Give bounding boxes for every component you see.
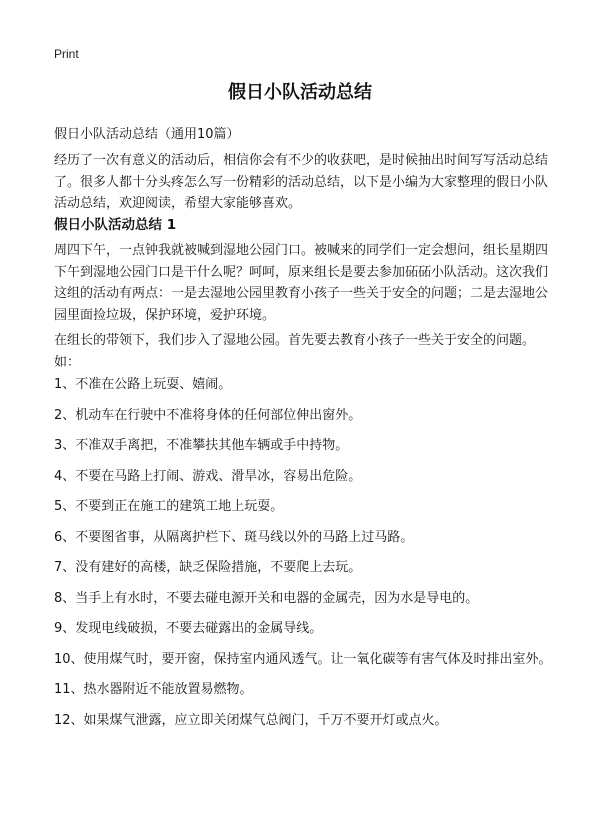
list-item: 6、不要图省事，从隔离护栏下、斑马线以外的马路上过马路。 xyxy=(54,529,414,545)
list-item: 4、不要在马路上打闹、游戏、滑旱冰，容易出危险。 xyxy=(54,468,362,484)
story-paragraph-2: 在组长的带领下，我们步入了湿地公园。首先要去教育小孩子一些关于安全的问题。如： xyxy=(54,333,536,370)
intro-paragraph: 经历了一次有意义的活动后，相信你会有不少的收获吧，是时候抽出时间写写活动总结了。很多人都十分头疼怎么写一份精彩的活动总结，以下是小编为大家整理的假日小队活动总结，欢迎阅读，希望大家能够喜欢。 xyxy=(54,153,549,211)
document-subtitle: 假日小队活动总结（通用10篇） xyxy=(54,127,240,142)
page-title: 假日小队活动总结 xyxy=(228,82,372,103)
list-item: 11、热水器附近不能放置易燃物。 xyxy=(54,682,253,697)
section-heading: 假日小队活动总结 1 xyxy=(54,217,177,233)
story-paragraph-1: 周四下午，一点钟我就被喊到湿地公园门口。被喊来的同学们一定会想问，组长星期四下午到湿地公园门口是干什么呢？呵呵，原来组长是要去参加砳砳小队活动。这次我们这组的活动有两点：一是去湿地公园里教育小孩子一些关于安全的问题；二是去湿地公园里面捡垃圾，保护环境，爱护环境。 xyxy=(54,243,549,323)
safety-rules-list xyxy=(54,374,554,731)
print-label[interactable]: Print xyxy=(54,47,79,61)
list-item: 3、不准双手离把，不准攀扶其他车辆或手中持物。 xyxy=(54,438,349,453)
list-item: 2、机动车在行驶中不准将身体的任何部位伸出窗外。 xyxy=(54,407,362,423)
list-item: 7、没有建好的高楼，缺乏保险措施，不要爬上去玩。 xyxy=(54,560,362,575)
list-item: 12、如果煤气泄露，应立即关闭煤气总阀门，千万不要开灯或点火。 xyxy=(54,712,448,728)
list-item: 9、发现电线破损，不要去碰露出的金属导线。 xyxy=(54,621,323,636)
list-item: 10、使用煤气时，要开窗，保持室内通风透气。让一氧化碳等有害气体及时排出室外。 xyxy=(54,651,552,667)
list-item: 1、不准在公路上玩耍、嬉闹。 xyxy=(54,377,232,392)
list-item: 8、当手上有水时，不要去碰电源开关和电器的金属壳，因为水是导电的。 xyxy=(54,590,479,606)
list-item: 5、不要到正在施工的建筑工地上玩耍。 xyxy=(54,499,284,514)
